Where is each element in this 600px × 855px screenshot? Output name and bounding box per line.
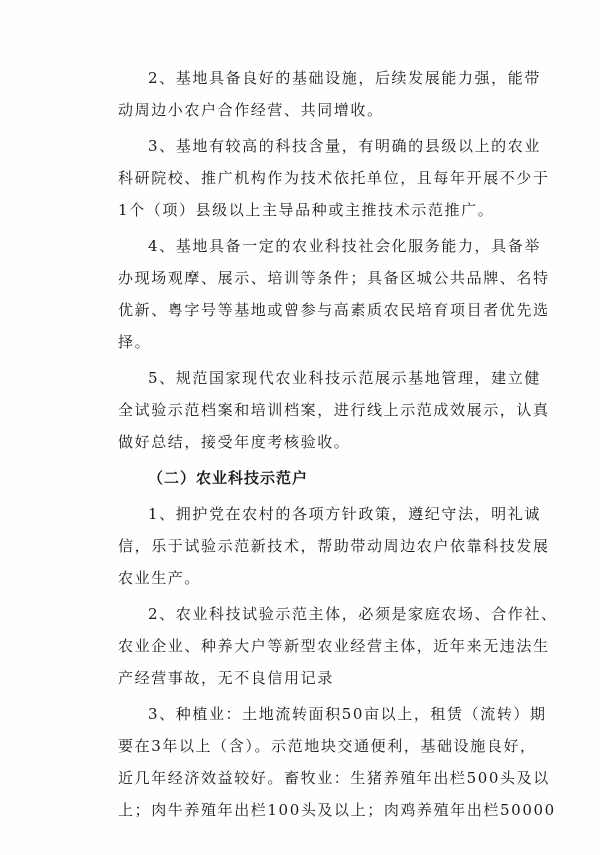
paragraph-line: 信，乐于试验示范新技术，帮助带动周边农户依靠科技发展 (118, 537, 550, 555)
paragraph-line: 1、拥护党在农村的各项方针政策，遵纪守法，明礼诚 (148, 505, 541, 523)
document-body (88, 62, 558, 830)
paragraph-support-policy (88, 498, 550, 594)
paragraph-line: 2、农业科技试验示范主体，必须是家庭农场、合作社、 (148, 605, 558, 623)
paragraph-line: 3、基地有较高的科技含量，有明确的县级以上的农业 (148, 137, 541, 155)
paragraph-line: 4、基地具备一定的农业科技社会化服务能力，具备举 (148, 237, 541, 255)
paragraph-line: 1个（项）县级以上主导品种或主推技术示范推广。 (118, 201, 495, 219)
paragraph-facilities (88, 62, 541, 126)
paragraph-line: 要在3年以上（含）。示范地块交通便利，基础设施良好， (118, 737, 537, 755)
paragraph-line: 全试验示范档案和培训档案，进行线上示范成效展示，认真 (118, 401, 550, 419)
paragraph-line: 3、种植业：土地流转面积50亩以上，租赁（流转）期 (148, 705, 547, 723)
paragraph-line: 办现场观摩、展示、培训等条件；具备区城公共品牌、名特 (118, 269, 550, 287)
paragraph-line: 做好总结，接受年度考核验收。 (118, 433, 351, 451)
paragraph-line: 上；肉牛养殖年出栏100头及以上；肉鸡养殖年出栏50000 (118, 801, 556, 819)
paragraph-line: 科研院校、推广机构作为技术依托单位，且每年开展不少于 (118, 169, 550, 187)
paragraph-line: 产经营事故，无不良信用记录 (118, 669, 334, 687)
paragraph-line: 优新、粤字号等基地或曾参与高素质农民培育项目者优先选 (118, 301, 550, 319)
paragraph-line: 近几年经济效益较好。畜牧业：生猪养殖年出栏500头及以 (118, 769, 550, 787)
section-heading: （二）农业科技示范户 (148, 469, 309, 487)
paragraph-line: 5、规范国家现代农业科技示范展示基地管理，建立健 (148, 369, 541, 387)
paragraph-subject (88, 598, 558, 694)
paragraph-line: 农业生产。 (118, 569, 202, 587)
paragraph-line: 动周边小农户合作经营、共同增收。 (118, 101, 384, 119)
paragraph-management (88, 362, 550, 458)
paragraph-line: 2、基地具备良好的基础设施，后续发展能力强，能带 (148, 69, 541, 87)
paragraph-line: 择。 (118, 333, 152, 351)
paragraph-line: 农业企业、种养大户等新型农业经营主体，近年来无违法生 (118, 637, 550, 655)
paragraph-service-ability (88, 230, 550, 358)
paragraph-tech-content (88, 130, 550, 226)
section-heading-block (88, 462, 516, 494)
paragraph-planting (88, 698, 556, 826)
